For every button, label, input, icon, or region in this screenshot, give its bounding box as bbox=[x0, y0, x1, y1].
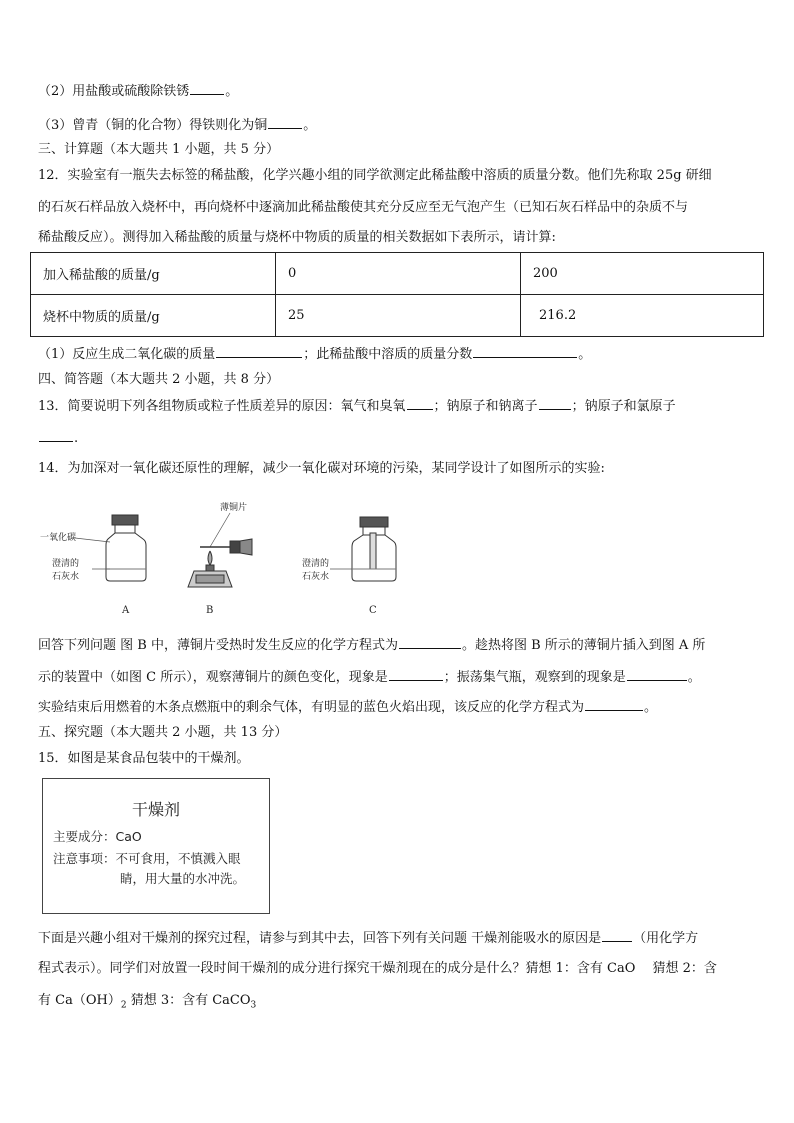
q15-body-line-2: 程式表示）。同学们对放置一段时间干燥剂的成分进行探究干燥剂现在的成分是什么？猜想 1：含有 CaO 猜想 2：含 bbox=[38, 961, 717, 976]
q12-line-1: 12．实验室有一瓶失去标签的稀盐酸，化学兴趣小组的同学欲测定此稀盐酸中溶质的质量分数。他们先称取 25g 研细 bbox=[38, 168, 712, 183]
ingredient-key: 主要成分： bbox=[53, 829, 116, 844]
answer-blank[interactable] bbox=[407, 397, 433, 410]
q15-body-line-3 bbox=[38, 992, 256, 1015]
punct: 。 bbox=[687, 670, 701, 685]
q15-text-d1: 有 Ca（OH） bbox=[38, 993, 121, 1008]
label-co: 一氧化碳 bbox=[40, 533, 77, 543]
bottle-a-icon bbox=[106, 515, 146, 581]
punct: 。 bbox=[578, 347, 592, 362]
bottle-c-icon bbox=[352, 517, 396, 581]
data-table bbox=[30, 252, 764, 337]
answer-blank[interactable] bbox=[399, 636, 461, 649]
q11-part3 bbox=[38, 116, 316, 135]
answer-blank[interactable] bbox=[627, 668, 687, 681]
table-cell: 216.2 bbox=[521, 295, 764, 337]
answer-blank[interactable] bbox=[585, 698, 643, 711]
table-cell: 200 bbox=[521, 253, 764, 295]
q12-line-3: 稀盐酸反应）。测得加入稀盐酸的质量与烧杯中物质的质量的相关数据如下表所示，请计算: bbox=[38, 230, 556, 245]
notice-value-1: 不可食用，不慎溅入眼 bbox=[115, 851, 241, 866]
desiccant-notice-row-2: 睛，用大量的水冲洗。 bbox=[120, 871, 246, 886]
leader-line bbox=[75, 538, 110, 542]
table-row bbox=[31, 253, 764, 295]
label-lime-c2: 石灰水 bbox=[302, 572, 330, 582]
label-copper: 薄铜片 bbox=[220, 503, 248, 513]
q11-part2-text: （2）用盐酸或硫酸除铁锈 bbox=[38, 84, 190, 99]
desiccant-notice-row bbox=[53, 849, 263, 869]
q15-text-b1: 下面是兴趣小组对干燥剂的探究过程，请参与到其中去，回答下列有关问题 干燥剂能吸水的原因是 bbox=[38, 931, 602, 946]
q14-text-a1: 回答下列问题 图 B 中，薄铜片受热时发生反应的化学方程式为 bbox=[38, 638, 398, 653]
q15-body-line-1 bbox=[38, 929, 698, 948]
q14-line: 14．为加深对一氧化碳还原性的理解，减少一氧化碳对环境的污染，某同学设计了如图所示的实验: bbox=[38, 461, 605, 476]
q13-text-a: 13．简要说明下列各组物质或粒子性质差异的原因：氧气和臭氧 bbox=[38, 399, 406, 414]
table-row bbox=[31, 295, 764, 337]
q13-line-2 bbox=[38, 429, 78, 448]
desiccant-title: 干燥剂 bbox=[131, 800, 180, 819]
subscript: 3 bbox=[250, 1000, 257, 1011]
table-cell: 烧杯中物质的质量/g bbox=[31, 295, 276, 337]
section-5-heading: 五、探究题（本大题共 2 小题，共 13 分） bbox=[38, 725, 288, 740]
q11-part2 bbox=[38, 82, 238, 101]
answer-blank[interactable] bbox=[602, 929, 632, 942]
q15-text-b2: （用化学方 bbox=[633, 931, 699, 946]
desiccant-ingredient-row bbox=[53, 827, 263, 847]
label-lime-a1: 澄清的 bbox=[52, 559, 80, 569]
answer-blank[interactable] bbox=[539, 397, 571, 410]
q14-text-b2: ；振荡集气瓶，观察到的现象是 bbox=[443, 670, 626, 685]
q14-answer-line-1 bbox=[38, 636, 705, 655]
notice-key: 注意事项： bbox=[53, 851, 116, 866]
label-lime-a2: 石灰水 bbox=[52, 572, 80, 582]
q13-text-c: ；钠原子和氯原子 bbox=[571, 399, 676, 414]
leader-line bbox=[210, 513, 230, 547]
section-4-heading: 四、简答题（本大题共 2 小题，共 8 分） bbox=[38, 372, 280, 387]
caption-b: B bbox=[206, 605, 214, 616]
table-cell: 加入稀盐酸的质量/g bbox=[31, 253, 276, 295]
experiment-figure bbox=[30, 495, 450, 625]
q14-text-a2: 。趁热将图 B 所示的薄铜片插入到图 A 所 bbox=[461, 638, 706, 653]
answer-blank[interactable] bbox=[39, 429, 73, 442]
punct: 。 bbox=[644, 700, 658, 715]
answer-blank[interactable] bbox=[473, 345, 577, 358]
q13-text-b: ；钠原子和钠离子 bbox=[433, 399, 538, 414]
q11-part3-text: （3）曾青（铜的化合物）得铁则化为铜 bbox=[38, 118, 268, 133]
q12-line-2: 的石灰石样品放入烧杯中，再向烧杯中逐滴加此稀盐酸使其充分反应至无气泡产生（已知石灰石样品中的杂质不与 bbox=[38, 200, 689, 215]
subscript: 2 bbox=[120, 1000, 127, 1011]
q12-sub-text-a: （1）反应生成二氧化碳的质量 bbox=[38, 347, 216, 362]
q14-text-c1: 实验结束后用燃着的木条点燃瓶中的剩余气体，有明显的蓝色火焰出现，该反应的化学方程式为 bbox=[38, 700, 585, 715]
punct: . bbox=[74, 431, 79, 446]
caption-c: C bbox=[369, 605, 377, 616]
answer-blank[interactable] bbox=[190, 82, 224, 95]
section-3-heading: 三、计算题（本大题共 1 小题，共 5 分） bbox=[38, 142, 280, 157]
ingredient-value: CaO bbox=[115, 829, 142, 844]
label-lime-c1: 澄清的 bbox=[302, 559, 330, 569]
q13-line bbox=[38, 397, 676, 416]
q15-text-d2: 猜想 3：含有 CaCO bbox=[126, 993, 251, 1008]
q14-answer-line-2 bbox=[38, 668, 701, 687]
q14-text-b1: 示的装置中（如图 C 所示），观察薄铜片的颜色变化，现象是 bbox=[38, 670, 388, 685]
q12-sub-text-b: ；此稀盐酸中溶质的质量分数 bbox=[303, 347, 473, 362]
q14-answer-line-3 bbox=[38, 698, 657, 717]
table-cell: 0 bbox=[276, 253, 521, 295]
answer-blank[interactable] bbox=[216, 345, 302, 358]
q12-subquestion bbox=[38, 345, 591, 364]
desiccant-label-box bbox=[42, 778, 270, 914]
caption-a: A bbox=[122, 605, 130, 616]
answer-blank[interactable] bbox=[389, 668, 443, 681]
burner-icon bbox=[188, 539, 252, 587]
table-cell: 25 bbox=[276, 295, 521, 337]
punct: 。 bbox=[225, 84, 239, 99]
answer-blank[interactable] bbox=[268, 116, 302, 129]
punct: 。 bbox=[303, 118, 317, 133]
q15-line: 15．如图是某食品包装中的干燥剂。 bbox=[38, 751, 250, 766]
